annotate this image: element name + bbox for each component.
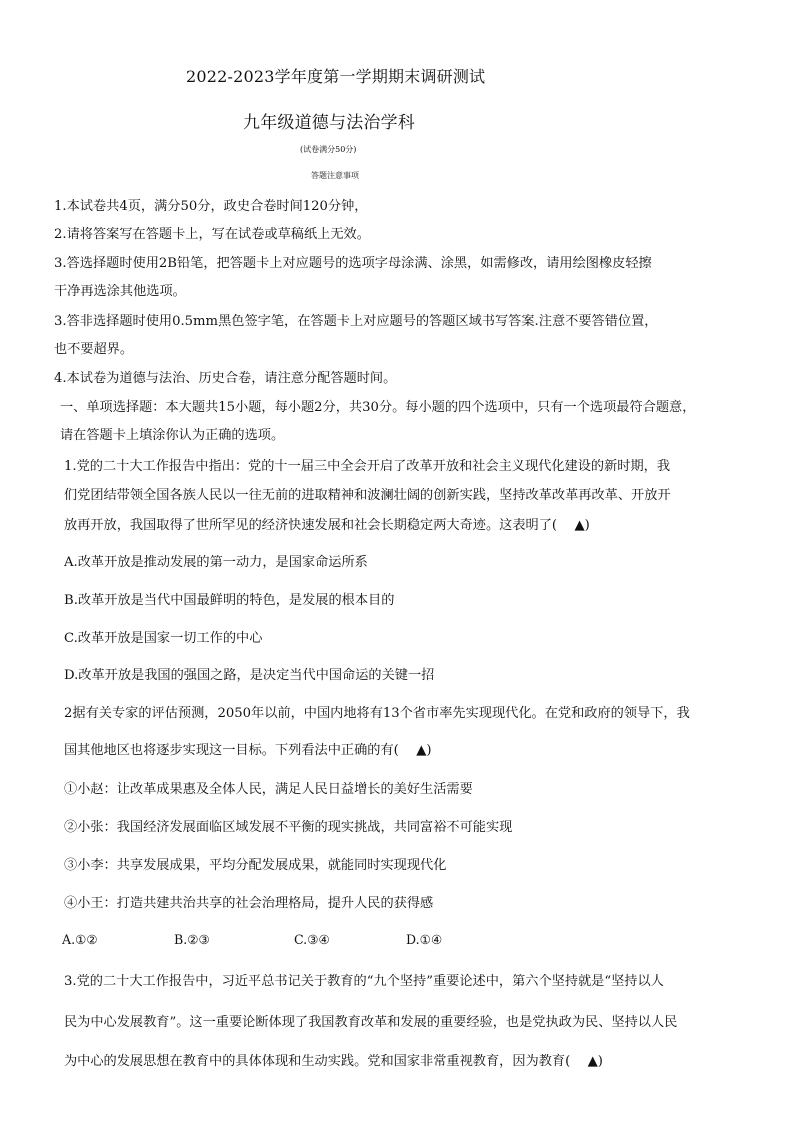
notice-line: 也不要超界。	[54, 342, 134, 357]
question-stem-line: 放再开放，我国取得了世所罕见的经济快速发展和社会长期稳定两大奇迹。这表明了( ▲)	[64, 518, 590, 533]
question-stem-line: 国其他地区也将逐步实现这一目标。下列看法中正确的有( ▲)	[64, 743, 432, 758]
option-b: B.改革开放是当代中国最鲜明的特色，是发展的根本目的	[64, 593, 395, 608]
notice-line: 3.答选择题时使用2B铅笔，把答题卡上对应题号的选项字母涂满、涂黑，如需修改，请用绘图橡皮轻擦	[54, 256, 652, 271]
question-stem-line: 们党团结带领全国各族人民以一往无前的进取精神和波澜壮阔的创新实践，坚持改革改革再改革、开放开	[64, 488, 671, 503]
notice-line: 干净再选涂其他选项。	[54, 284, 186, 299]
section-heading-line: 一、单项选择题：本大题共15小题，每小题2分，共30分。每小题的四个选项中，只有一个选项最符合题意，	[60, 400, 696, 415]
statement-4: ④小王：打造共建共治共享的社会治理格局，提升人民的获得感	[64, 896, 434, 911]
statement-3: ③小李：共享发展成果，平均分配发展成果，就能同时实现现代化	[64, 858, 447, 873]
statement-1: ①小赵：让改革成果惠及全体人民，满足人民日益增长的美好生活需要	[64, 782, 473, 797]
question-stem-line: 3.党的二十大工作报告中，习近平总书记关于教育的“九个坚持”重要论述中，第六个坚持就是“坚持以人	[64, 974, 664, 989]
notice-line: 4.本试卷为道德与法治、历史合卷，请注意分配答题时间。	[54, 371, 397, 386]
option-c: C.③④	[294, 932, 330, 947]
option-a: A.①②	[62, 932, 98, 947]
section-heading-line: 请在答题卡上填涂你认为正确的选项。	[60, 428, 285, 443]
question-stem-line: 为中心的发展思想在教育中的具体体现和生动实践。党和国家非常重视教育，因为教育( ▲)	[64, 1054, 603, 1069]
option-a: A.改革开放是推动发展的第一动力，是国家命运所系	[64, 555, 368, 570]
question-stem-line: 2据有关专家的评估预测，2050年以前，中国内地将有13个省市率先实现现代化。在党和政府的领导下，我	[64, 706, 690, 721]
notice-line: 3.答非选择题时使用0.5mm黑色签字笔，在答题卡上对应题号的答题区域书写答案.注意不要答错位置，	[54, 314, 658, 329]
question-2-options	[62, 932, 742, 947]
question-stem-line: 1.党的二十大工作报告中指出：党的十一届三中全会开启了改革开放和社会主义现代化建设的新时期，我	[64, 459, 671, 474]
option-b: B.②③	[174, 932, 210, 947]
notice-line: 1.本试卷共4页，满分50分，政史合卷时间120分钟，	[54, 199, 368, 214]
question-stem-line: 民为中心发展教育”。这一重要论断体现了我国教育改革和发展的重要经验，也是党执政为民、坚持以人民	[64, 1015, 678, 1030]
option-c: C.改革开放是国家一切工作的中心	[64, 631, 263, 646]
notice-line: 2.请将答案写在答题卡上，写在试卷或草稿纸上无效。	[54, 227, 370, 242]
statement-2: ②小张：我国经济发展面临区域发展不平衡的现实挑战，共同富裕不可能实现	[64, 820, 513, 835]
exam-subtitle: 九年级道德与法治学科	[243, 113, 415, 133]
option-d: D.①④	[406, 932, 443, 947]
exam-title: 2022-2023学年度第一学期期末调研测试	[186, 67, 486, 86]
notice-heading: 答题注意事项	[311, 171, 359, 180]
option-d: D.改革开放是我国的强国之路，是决定当代中国命运的关键一招	[64, 668, 435, 683]
full-score-note: (试卷满分50分)	[300, 145, 357, 154]
